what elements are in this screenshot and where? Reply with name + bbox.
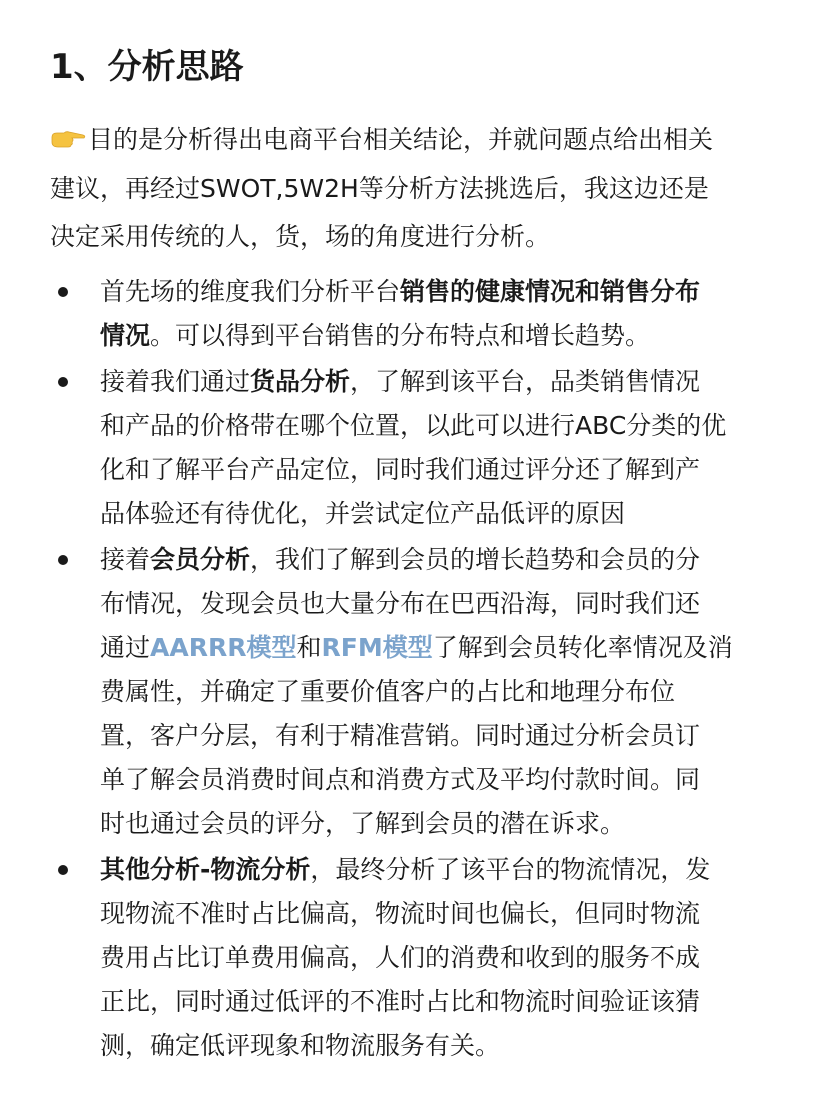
text: 和产品的价格带在哪个位置，以此可以进行ABC分类的优 — [100, 411, 727, 440]
text-line — [100, 270, 790, 314]
text-line — [100, 492, 790, 536]
section-title: 1、分析思路 — [50, 47, 244, 87]
text: 现物流不准时占比偏高，物流时间也偏长，但同时物流 — [100, 899, 701, 928]
text-line — [100, 980, 790, 1024]
bullet-dot-icon — [58, 555, 68, 565]
text: 了解到会员转化率情况及消 — [432, 633, 733, 662]
bullet-item — [50, 538, 790, 846]
text: 。可以得到平台销售的分布特点和增长趋势。 — [150, 321, 651, 350]
bullet-dot-icon — [58, 865, 68, 875]
text: 化和了解平台产品定位，同时我们通过评分还了解到产 — [100, 455, 701, 484]
bullet-dot-icon — [58, 287, 68, 297]
text-line — [100, 314, 790, 358]
bullet-list — [50, 270, 790, 1070]
text: 建议，再经过SWOT,5W2H等分析方法挑选后，我这边还是 — [50, 173, 709, 203]
model-link[interactable]: AARRR模型 — [150, 633, 297, 662]
bullet-item — [50, 270, 790, 358]
bold-text: 情况 — [100, 321, 151, 350]
text: ，了解到该平台，品类销售情况 — [350, 367, 701, 396]
text: 单了解会员消费时间点和消费方式及平均付款时间。同 — [100, 765, 701, 794]
bullet-item — [50, 848, 790, 1068]
text: 和 — [296, 633, 322, 662]
text: 接着 — [100, 545, 151, 574]
bold-text: 货品分析 — [250, 367, 351, 396]
bold-text: 会员分析 — [150, 545, 251, 574]
text-line — [100, 448, 790, 492]
model-link[interactable]: RFM模型 — [321, 633, 433, 662]
bullet-dot-icon — [58, 377, 68, 387]
text: 首先场的维度我们分析平台 — [100, 277, 401, 306]
text-line — [50, 213, 790, 262]
text: 目的是分析得出电商平台相关结论，并就问题点给出相关 — [88, 125, 714, 154]
text: 费用占比订单费用偏高，人们的消费和收到的服务不成 — [100, 943, 701, 972]
text: 置，客户分层，有利于精准营销。同时通过分析会员订 — [100, 721, 701, 750]
text: 决定采用传统的人，货，场的角度进行分析。 — [50, 222, 551, 251]
text-line — [100, 936, 790, 980]
text: 通过 — [100, 633, 151, 662]
text-line — [100, 758, 790, 802]
text-line — [100, 670, 790, 714]
text-line — [100, 802, 790, 846]
text-line — [100, 848, 790, 892]
text-line — [100, 360, 790, 404]
intro-paragraph — [50, 116, 790, 262]
bullet-item — [50, 360, 790, 536]
text: 布情况，发现会员也大量分布在巴西沿海，同时我们还 — [100, 589, 701, 618]
text: ，最终分析了该平台的物流情况，发 — [310, 855, 711, 884]
pointing-right-hand-icon — [50, 117, 86, 137]
text-line — [100, 582, 790, 626]
text: 品体验还有待优化，并尝试定位产品低评的原因 — [100, 499, 626, 528]
bold-text: 销售的健康情况和销售分布 — [400, 277, 701, 306]
text: 接着我们通过 — [100, 367, 251, 396]
text-line — [100, 714, 790, 758]
text-line — [50, 116, 790, 165]
text-line — [100, 404, 790, 448]
text: 正比，同时通过低评的不准时占比和物流时间验证该猜 — [100, 987, 701, 1016]
text-line — [100, 626, 790, 670]
text-line — [50, 165, 790, 214]
text-line — [100, 892, 790, 936]
text: 测，确定低评现象和物流服务有关。 — [100, 1031, 501, 1060]
text: 费属性，并确定了重要价值客户的占比和地理分布位 — [100, 677, 676, 706]
text-line — [100, 1024, 790, 1068]
bold-text: 其他分析-物流分析 — [100, 855, 311, 884]
text: ，我们了解到会员的增长趋势和会员的分 — [250, 545, 701, 574]
text-line — [100, 538, 790, 582]
text: 时也通过会员的评分，了解到会员的潜在诉求。 — [100, 809, 626, 838]
